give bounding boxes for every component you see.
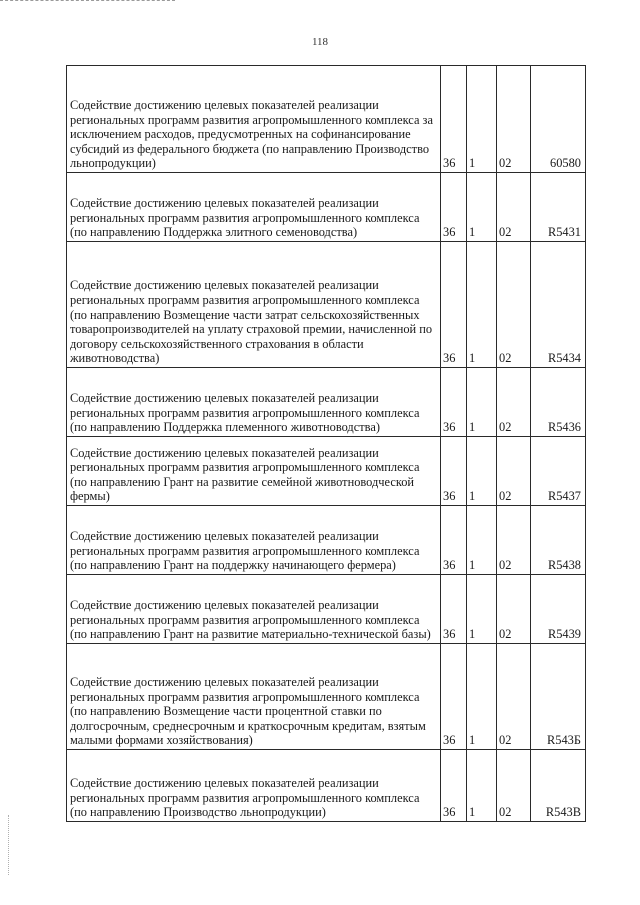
row-expense-code: R5431 <box>531 173 586 242</box>
row-ministry-code: 36 <box>441 750 467 822</box>
row-subprogram-code: 02 <box>497 242 531 368</box>
row-program-code: 1 <box>467 173 497 242</box>
table-row <box>67 750 586 822</box>
row-ministry-code: 36 <box>441 506 467 575</box>
row-ministry-code: 36 <box>441 173 467 242</box>
table-row <box>67 173 586 242</box>
row-subprogram-code: 02 <box>497 173 531 242</box>
row-subprogram-code: 02 <box>497 66 531 173</box>
row-expense-code: R5438 <box>531 506 586 575</box>
row-description: Содействие достижению целевых показателей реализации региональных программ развития агропромышленного комплекса (по направлению Производство льнопродукции) <box>67 750 441 822</box>
table-row <box>67 644 586 750</box>
row-subprogram-code: 02 <box>497 575 531 644</box>
row-description: Содействие достижению целевых показателей реализации региональных программ развития агропромышленного комплекса за исключением расходов, предусмотренных на софинансирование субсидий из федерального бюджета (по направлению Производство льнопродукции) <box>67 66 441 173</box>
row-program-code: 1 <box>467 242 497 368</box>
row-program-code: 1 <box>467 644 497 750</box>
row-ministry-code: 36 <box>441 644 467 750</box>
row-ministry-code: 36 <box>441 66 467 173</box>
table-row <box>67 66 586 173</box>
scan-edge-mark <box>0 0 175 7</box>
row-description: Содействие достижению целевых показателей реализации региональных программ развития агропромышленного комплекса (по направлению Грант на поддержку начинающего фермера) <box>67 506 441 575</box>
row-expense-code: R543Б <box>531 644 586 750</box>
row-program-code: 1 <box>467 506 497 575</box>
table-row <box>67 437 586 506</box>
row-subprogram-code: 02 <box>497 368 531 437</box>
row-expense-code: 60580 <box>531 66 586 173</box>
row-subprogram-code: 02 <box>497 437 531 506</box>
row-expense-code: R5436 <box>531 368 586 437</box>
row-description: Содействие достижению целевых показателей реализации региональных программ развития агропромышленного комплекса (по направлению Возмещение части процентной ставки по долгосрочным, среднесрочным и краткосрочным кредитам, взятым малыми формами хозяйствования) <box>67 644 441 750</box>
row-description: Содействие достижению целевых показателей реализации региональных программ развития агропромышленного комплекса (по направлению Грант на развитие материально-технической базы) <box>67 575 441 644</box>
row-expense-code: R543В <box>531 750 586 822</box>
row-ministry-code: 36 <box>441 242 467 368</box>
row-expense-code: R5434 <box>531 242 586 368</box>
row-ministry-code: 36 <box>441 575 467 644</box>
row-program-code: 1 <box>467 437 497 506</box>
row-program-code: 1 <box>467 368 497 437</box>
row-expense-code: R5439 <box>531 575 586 644</box>
table-row <box>67 506 586 575</box>
table-row <box>67 368 586 437</box>
row-description: Содействие достижению целевых показателей реализации региональных программ развития агропромышленного комплекса (по направлению Возмещение части затрат сельскохозяйственных товаропроизводителей на уплату страховой премии, начисленной по договору сельскохозяйственного страхования в области животноводства) <box>67 242 441 368</box>
row-subprogram-code: 02 <box>497 750 531 822</box>
page-number: 118 <box>311 36 329 48</box>
table-row <box>67 575 586 644</box>
row-ministry-code: 36 <box>441 368 467 437</box>
row-description: Содействие достижению целевых показателей реализации региональных программ развития агропромышленного комплекса (по направлению Поддержка племенного животноводства) <box>67 368 441 437</box>
row-expense-code: R5437 <box>531 437 586 506</box>
row-description: Содействие достижению целевых показателей реализации региональных программ развития агропромышленного комплекса (по направлению Поддержка элитного семеноводства) <box>67 173 441 242</box>
budget-classification-table <box>66 65 586 822</box>
row-ministry-code: 36 <box>441 437 467 506</box>
row-description: Содействие достижению целевых показателей реализации региональных программ развития агропромышленного комплекса (по направлению Грант на развитие семейной животноводческой фермы) <box>67 437 441 506</box>
row-subprogram-code: 02 <box>497 644 531 750</box>
scan-margin-mark <box>8 815 11 875</box>
table-row <box>67 242 586 368</box>
row-program-code: 1 <box>467 66 497 173</box>
row-subprogram-code: 02 <box>497 506 531 575</box>
row-program-code: 1 <box>467 750 497 822</box>
row-program-code: 1 <box>467 575 497 644</box>
